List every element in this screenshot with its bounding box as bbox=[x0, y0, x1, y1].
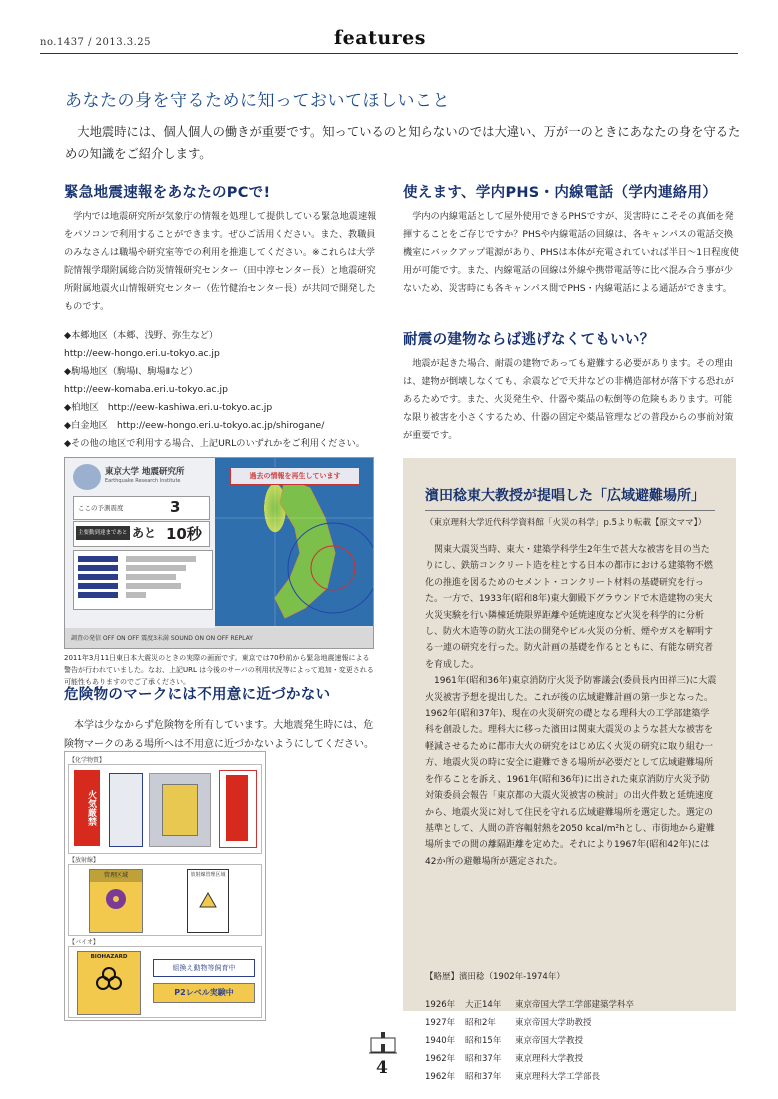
phs-heading: 使えます、学内PHS・内線電話（学内連絡用） bbox=[403, 185, 718, 201]
eew-body: 学内では地震研究所が気象庁の情報を処理して提供している緊急地震速報をパソコンで利用することができます。ぜひご活用ください。また、教職員のみなさんは職場や研究室等での利用を推進してください。※これらは大学院情報学環附属総合防災情報研究センター（田中淳センター長）と地震研究所附属地震火山情報研究センター（佐竹健治センター長）が共同で開発したものです。 bbox=[64, 211, 377, 312]
arrival-value: 10秒 bbox=[166, 525, 202, 543]
link-item: ◆駒場地区（駒場Ⅰ、駒場Ⅱなど） bbox=[64, 366, 198, 377]
box-text bbox=[425, 542, 717, 870]
biohazard-sign bbox=[77, 951, 141, 1015]
replay-banner: 過去の情報を再生しています bbox=[230, 467, 360, 485]
history-row: 1962年 昭和37年 東京理科大学教授 bbox=[425, 1054, 584, 1064]
history-row: 1927年 昭和2年 東京帝国大学助教授 bbox=[425, 1018, 592, 1028]
intro-text: 大地震時には、個人個人の働きが重要です。知っているのと知らないのでは大違い、万が一のときにあなたの身を守るための知識をご紹介します。 bbox=[65, 125, 741, 161]
bio-title: 【略歴】濱田稔（1902年-1974年） bbox=[425, 972, 565, 982]
no-entry-sign bbox=[219, 770, 257, 848]
link-item[interactable]: ◆柏地区 http://eew-kashiwa.eri.u-tokyo.ac.jp bbox=[64, 402, 273, 413]
biohazard-icon bbox=[96, 966, 122, 992]
link-item[interactable]: ◆白金地区 http://eew-hongo.eri.u-tokyo.ac.jp/shirogane/ bbox=[64, 420, 325, 431]
fire-sign: 火気厳禁 bbox=[74, 770, 100, 846]
control-area-text: 管理区域 bbox=[90, 870, 142, 882]
history-row: 1940年 昭和15年 東京帝国大学教授 bbox=[425, 1036, 584, 1046]
history-row: 1926年 大正14年 東京帝国大学工学部建築学科卒 bbox=[425, 1000, 635, 1010]
quake-section bbox=[403, 328, 741, 445]
radiation-area-sign bbox=[187, 869, 229, 933]
phs-body: 学内の内線電話として屋外使用できるPHSですが、災害時にこそその真価を発揮することをご存じですか？PHSや内線電話の回線は、各キャンパスの電話交換機室にバックアップ電源があり、PHSは本体が充電されていれば半日〜1日程度使用が可能です。また、内線電話の回線は外線や携帯電話等に比べ混み合う事が少ないため、災害時にも各キャンパス間でPHS・内線電話による通話ができます。 bbox=[403, 211, 739, 294]
link-item[interactable]: http://eew-hongo.eri.u-tokyo.ac.jp bbox=[64, 348, 220, 359]
p2-sign: P2レベル実験中 bbox=[153, 983, 255, 1003]
intensity-value: 3 bbox=[170, 498, 181, 516]
controls-text: 調査の発信 OFF ON OFF 震度3未満 SOUND ON ON OFF REPLAY bbox=[71, 635, 253, 642]
warning-icon bbox=[199, 892, 217, 908]
quake-body: 地震が起きた場合、耐震の建物であっても避難する必要があります。その理由は、建物が倒壊しなくても、余震などで天井などの非構造部材が落下する恐れがあるためです。また、火災発生や、什器や薬品の転倒等の危険もあります。可能な限り被害を小さくするため、什器の固定や薬品管理などの普段からの事前対策が重要です。 bbox=[403, 358, 734, 441]
radiation-label: 【放射線】 bbox=[69, 857, 100, 864]
hazard-heading: 危険物のマークには不用意に近づかない bbox=[64, 687, 331, 703]
bio-signs bbox=[68, 946, 262, 1018]
box-paragraph: 1961年(昭和36年)東京消防庁火災予防審議会(委員長内田祥三)に大震火災被害予想を提出した。これが後の広域避難計画の第一歩となった。1962年(昭和37年)、現在の火災研究の礎となる理科大の工学部建築学科を創設した。理科大に移った濱田は関東大震災のような甚大な被害を軽減させるために都市大火の研究をはじめ広く火災の研究に取り組む一方、地震火災の時に安全に避難できる場所が必要だとして広域避難場所を作ることを訴え、1961年(昭和36年)に出された東京消防庁火災予防対策委員会報告「東京都の大震火災被害の検討」の出火件数と延焼速度から、地震火災に対して住民を守れる広域避難場所を選定した。選定の基準として、人間の許容輻射熱を2050 kcal/m²hとし、市街地から避難場所までの間の離隔距離を定めた。それにより1967年(昭和42年)には42か所の避難場所が選定された。 bbox=[425, 676, 717, 867]
header-rule bbox=[40, 53, 738, 54]
eew-section bbox=[64, 181, 382, 453]
radiation-icon bbox=[105, 888, 127, 910]
chem-storage-sign bbox=[109, 773, 143, 847]
hazard-body: 本学は少なからず危険物を所有しています。大地震発生時には、危険物マークのある場所へは不用意に近づかないようにしてください。 bbox=[64, 720, 374, 750]
radiation-area-text: 放射線管理区域 bbox=[190, 872, 226, 878]
radiation-signs bbox=[68, 864, 262, 936]
phs-section bbox=[403, 181, 741, 298]
eri-logo-icon bbox=[73, 464, 101, 490]
quake-info-table bbox=[73, 550, 213, 610]
chem-signs bbox=[68, 764, 262, 854]
page-title: あなたの身を守るために知っておいてほしいこと bbox=[65, 91, 450, 111]
box-source: （東京理科大学近代科学資料館「火災の科学」p.5より転載【原文ママ】） bbox=[425, 518, 707, 528]
arrival-mid: あと bbox=[132, 526, 157, 540]
page-number: 4 bbox=[376, 1058, 388, 1078]
eew-screenshot bbox=[64, 457, 374, 649]
chem-label: 【化学物質】 bbox=[69, 757, 106, 764]
screenshot-caption: 2011年3月11日東日本大震災のときの実際の画面です。東京では70秒前から緊急地震速報による警告が行われていました。なお、上記URL は今後のサーバの利用状況等によって追加・変更される可能性もありますのでご了承ください。 bbox=[64, 654, 374, 686]
animal-sign: 組換え動物等飼育中 bbox=[153, 959, 255, 977]
issue-info: no.1437 / 2013.3.25 bbox=[40, 37, 152, 48]
hamada-box bbox=[403, 458, 736, 1082]
biohazard-text: BIOHAZARD bbox=[90, 954, 128, 960]
box-rule bbox=[425, 510, 715, 511]
link-item: ◆本郷地区（本郷、浅野、弥生など） bbox=[64, 330, 219, 341]
eew-heading: 緊急地震速報をあなたのPCで! bbox=[64, 185, 271, 201]
history-list bbox=[425, 996, 634, 1086]
hazard-signs-figure bbox=[64, 751, 266, 1021]
eew-links bbox=[64, 327, 382, 453]
box-title: 濱田稔東大教授が提唱した「広域避難場所」 bbox=[425, 488, 705, 504]
control-area-sign bbox=[89, 869, 143, 933]
bio-label: 【バイオ】 bbox=[69, 939, 99, 946]
chem-cabinet-sign bbox=[149, 773, 211, 847]
box-paragraph: 関東大震災当時、東大・建築学科学生2年生で甚大な被害を目の当たりにし、鉄筋コンクリート造を柱とする日本の都市における建築物不燃化の推進を図るためのセメント・コンクリート材料の基礎研究を行った。一方で、1933年(昭和8年)東大御殿下グラウンドで木造建物の実大火災実験を行い隣棟延焼限界距離や延焼速度など火災を科学的に分析し、防火木造等の防火工法の開発やビル火災の分析、煙やガスを解明する一連の研究を行った。防火計画の基礎を作るとともに、有能な研究者を育成した。 bbox=[425, 545, 714, 670]
intensity-label: ここの予測震度 bbox=[78, 504, 124, 512]
screen-brand-en: Earthquake Research Institute bbox=[105, 478, 181, 484]
quake-heading: 耐震の建物ならば逃げなくてもいい？ bbox=[403, 332, 655, 348]
screen-controls bbox=[65, 628, 373, 648]
arrival-label: 主要動到達まであと bbox=[76, 526, 130, 540]
arrival-row bbox=[73, 521, 210, 547]
screen-brand: 東京大学 地震研究所 bbox=[105, 467, 185, 477]
link-item: ◆その他の地区で利用する場合、上記URLのいずれかをご利用ください。 bbox=[64, 438, 365, 449]
link-item[interactable]: http://eew-komaba.eri.u-tokyo.ac.jp bbox=[64, 384, 228, 395]
intensity-row bbox=[73, 496, 210, 520]
screen-panel bbox=[65, 458, 215, 648]
history-row: 1962年 昭和37年 東京理科大学工学部長 bbox=[425, 1072, 601, 1082]
hazard-section bbox=[64, 683, 382, 754]
building-icon bbox=[369, 1032, 397, 1054]
section-title: features bbox=[334, 27, 426, 49]
